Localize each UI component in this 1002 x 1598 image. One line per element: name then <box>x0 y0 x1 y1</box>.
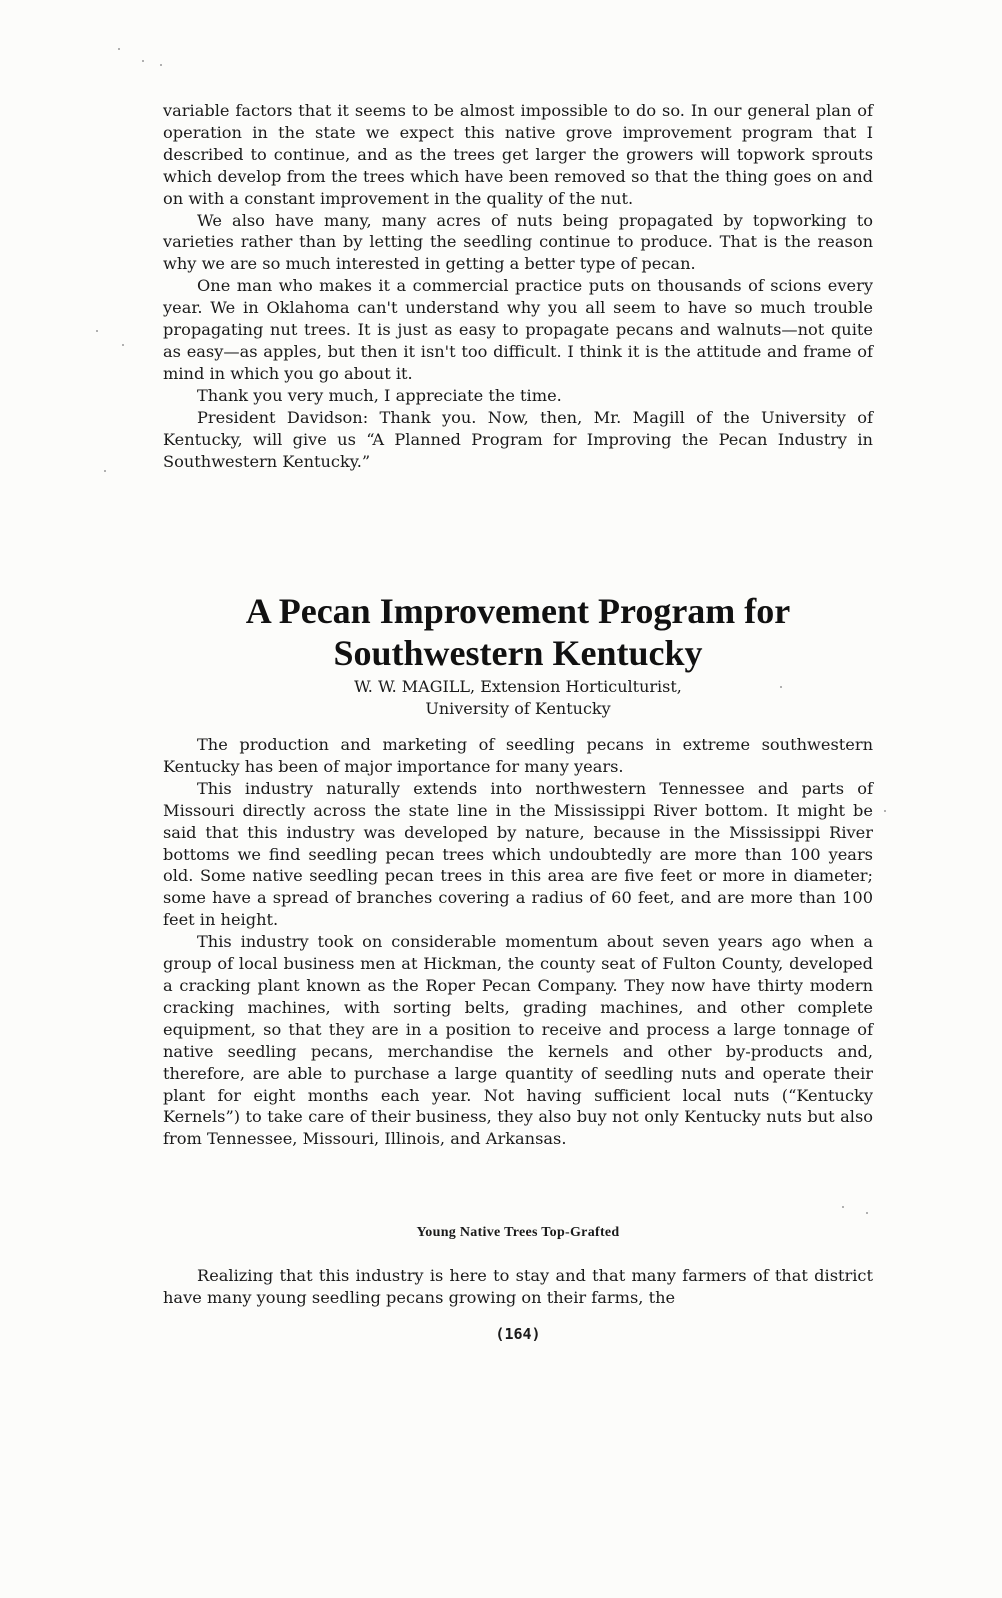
scan-speck <box>96 330 98 332</box>
affiliation-line: University of Kentucky <box>425 699 611 718</box>
paragraph: The production and marketing of seedling pecans in extreme southwestern Kentucky has been of major importance for many years. <box>163 735 873 776</box>
scan-speck <box>866 1212 868 1214</box>
scan-speck <box>884 810 886 812</box>
paragraph: This industry naturally extends into northwestern Tennessee and parts of Missouri directly across the state line in the Mississippi River bottom. It might be said that this industry was developed by nature, because in the Mississippi River bottoms we find seedling pecan trees which undoubtedly are more than 100 years old. Some native seedling pecan trees in this area are five feet or more in diameter; some have a spread of branches covering a radius of 60 feet, and are more than 100 feet in height. <box>163 778 873 930</box>
section-subheading: Young Native Trees Top-Grafted <box>416 1225 620 1240</box>
paragraph: One man who makes it a commercial practice puts on thousands of scions every year. We in Oklahoma can't understand why you all seem to have so much trouble propagating nut trees. It is just as easy to propagate pecans and walnuts—not quite as easy—as apples, but then it isn't too difficult. I think it is the attitude and frame of mind in which you go about it. <box>163 276 873 383</box>
scan-speck <box>160 64 162 66</box>
article-body <box>163 734 873 1150</box>
scan-speck <box>842 1206 844 1208</box>
scan-speck <box>122 344 124 346</box>
scan-speck <box>142 60 144 62</box>
article-title <box>163 590 873 674</box>
article-title-line: A Pecan Improvement Program for <box>245 591 791 631</box>
scan-speck <box>104 470 106 472</box>
paragraph: President Davidson: Thank you. Now, then, Mr. Magill of the University of Kentucky, will give us “A Planned Program for Improving the Pecan Industry in Southwestern Kentucky.” <box>163 407 873 471</box>
paragraph: variable factors that it seems to be almost impossible to do so. In our general plan of operation in the state we expect this native grove improvement program that I described to continue, and as the trees get larger the growers will topwork sprouts which develop from the trees which have been removed so that the thing goes on and on with a constant improvement in the quality of the nut. <box>163 101 873 208</box>
paragraph: Thank you very much, I appreciate the time. <box>197 385 562 405</box>
opening-text-block <box>163 100 873 472</box>
author-line: W. W. MAGILL, Extension Horticulturist, <box>354 677 682 696</box>
byline <box>163 676 873 720</box>
paragraph: We also have many, many acres of nuts being propagated by topworking to varieties rather than by letting the seedling continue to produce. That is the reason why we are so much interested in getting a better type of pecan. <box>163 210 873 274</box>
paragraph: This industry took on considerable momentum about seven years ago when a group of local business men at Hickman, the county seat of Fulton County, developed a cracking plant known as the Roper Pecan Company. They now have thirty modern cracking machines, with sorting belts, grading machines, and other complete equipment, so that they are in a position to receive and process a large tonnage of native seedling pecans, merchandise the kernels and other by-products and, therefore, are able to purchase a large quantity of seedling nuts and operate their plant for eight months each year. Not having sufficient local nuts (“Kentucky Kernels”) to take care of their business, they also buy not only Kentucky nuts but also from Tennessee, Missouri, Illinois, and Arkansas. <box>163 932 873 1149</box>
closing-text-block <box>163 1265 873 1309</box>
article-title-line: Southwestern Kentucky <box>333 633 703 673</box>
page-number: (164) <box>495 1325 541 1343</box>
scan-speck <box>780 686 782 688</box>
paragraph: Realizing that this industry is here to stay and that many farmers of that district have many young seedling pecans growing on their farms, the <box>163 1266 873 1307</box>
scan-speck <box>118 48 120 50</box>
